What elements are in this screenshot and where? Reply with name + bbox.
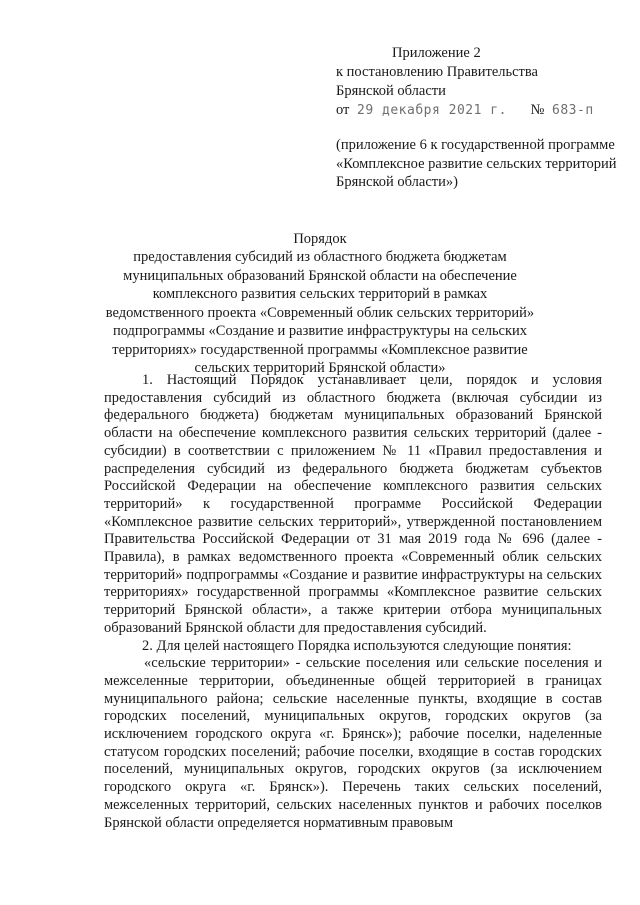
- paragraph-3: «сельские территории» - сельские поселения или сельские поселения и межселенные территории, объединенные общей территорией в границах муниципального района; сельские населенные пункты, входящие в состав городских поселений, муниципальных округов, городских округов (за исключением городского округа «г. Брянск»); рабочие поселки, наделенные статусом городских поселений; рабочие поселки, входящие в состав городских поселений, муниципальных округов, городских округов (за исключением городского округа «г. Брянск»). Перечень таких сельских поселений, межселенных территорий, сельских населенных пунктов и рабочих поселков Брянской области определяется нормативным правовым: [104, 655, 602, 831]
- program-reference: (приложение 6 к государственной программе «Комплексное развитие сельских территорий Брянской области»): [336, 137, 617, 190]
- appendix-date-line: [336, 101, 636, 120]
- appendix-block: [336, 44, 636, 120]
- number-prefix: №: [530, 102, 545, 118]
- appendix-resolution: к постановлению Правительства: [336, 64, 538, 80]
- document-title: Порядок: [293, 231, 347, 247]
- number-value: 683-п: [552, 103, 594, 118]
- appendix-title: Приложение 2: [392, 45, 481, 61]
- document-body: [104, 372, 602, 832]
- date-value: 29 декабря 2021 г.: [357, 103, 507, 118]
- appendix-region: Брянской области: [336, 83, 446, 99]
- paragraph-2: 2. Для целей настоящего Порядка используются следующие понятия:: [142, 637, 572, 654]
- paragraph-1: 1. Настоящий Порядок устанавливает цели, порядок и условия предоставления субсидий из областного бюджета (включая субсидии из федерального бюджета) бюджетам муниципальных образований Брянской области на обеспечение комплексного развития сельских территорий (далее - субсидии) в соответствии с приложением № 11 «Правил предоставления и распределения субсидий из федерального бюджета бюджетам субъектов Российской Федерации на обеспечение комплексного развития сельских территорий» к государственной программе Российской Федерации «Комплексное развитие сельских территорий», утвержденной постановлением Правительства Российской Федерации от 31 мая 2019 года № 696 (далее - Правила), в рамках ведомственного проекта «Современный облик сельских территорий» подпрограммы «Создание и развитие инфраструктуры на сельских территориях» государственной программы «Комплексное развитие сельских территорий Брянской области», а также критерии отбора муниципальных образований Брянской области для предоставления субсидий.: [104, 372, 602, 636]
- document-subtitle: предоставления субсидий из областного бюджета бюджетам муниципальных образований Брянской области на обеспечение комплексного развития сельских территорий в рамках ведомственного проекта «Современный облик сельских территорий» подпрограммы «Создание и развитие инфраструктуры на сельских территориях» государственной программы «Комплексное развитие сельских территорий Брянской области»: [105, 249, 535, 376]
- date-prefix: от: [336, 102, 350, 118]
